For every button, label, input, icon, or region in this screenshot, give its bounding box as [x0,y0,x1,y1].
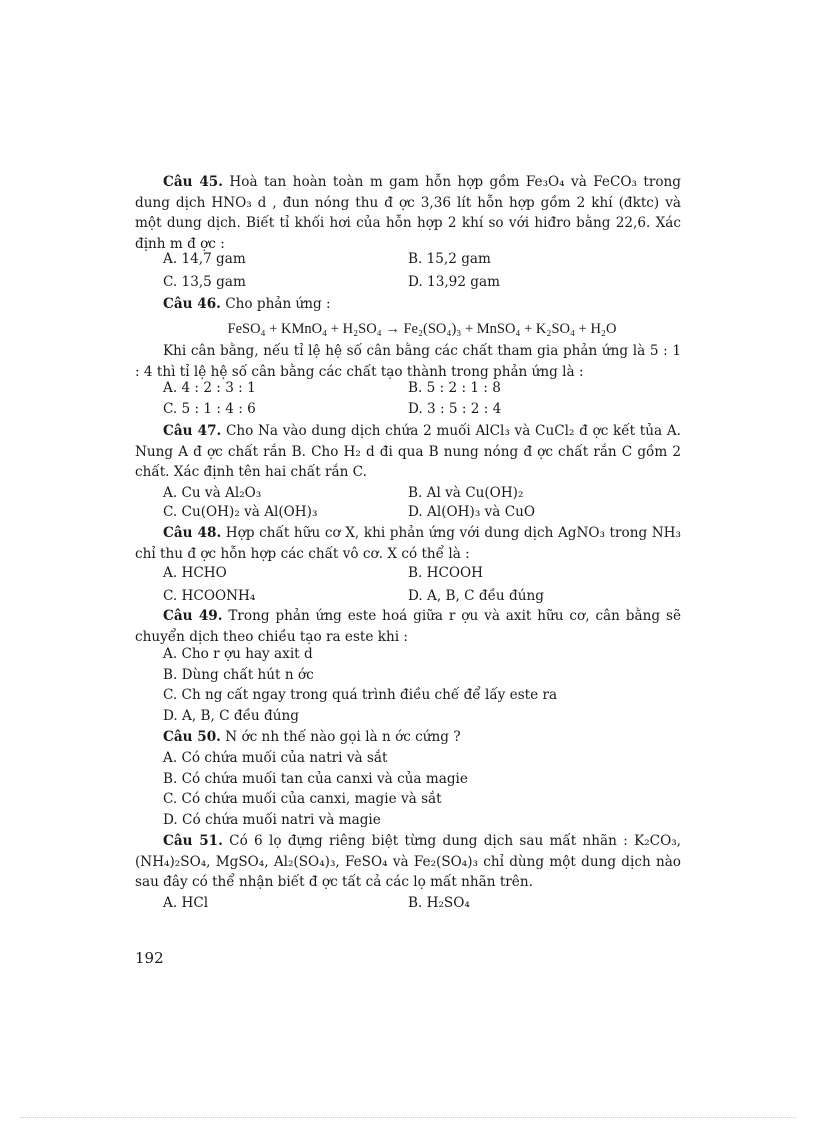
question-50 [135,727,681,748]
option-a: A. Cu và Al₂O₃ [163,485,262,501]
option-a: A. Có chứa muối của natri và sắt [163,750,388,766]
question-text: Có 6 lọ đựng riêng biệt từng dung dịch sau mất nhãn : K₂CO₃, (NH₄)₂SO₄, MgSO₄, Al₂(SO₄)₃, FeSO₄ và Fe₂(SO₄)₃ chỉ dùng một dung dịch nào sau đây có thể nhận biết đ ợc tất cả các lọ mất nhãn trên. [135,833,681,890]
option-d: D. Có chứa muối natri và magie [163,812,381,828]
option-b: B. Có chứa muối tan của canxi và của magie [163,771,468,787]
option-a: A. HCHO [163,565,227,581]
question-label: Câu 46. [163,296,221,312]
question-label: Câu 49. [163,608,223,624]
option-d: D. A, B, C đều đúng [163,708,299,724]
question-paragraph: Khi cân bằng, nếu tỉ lệ hệ số cân bằng các chất tham gia phản ứng là 5 : 1 : 4 thì tỉ lệ hệ số cân bằng các chất tạo thành trong phản ứng là : [135,343,681,380]
option-b: B. Dùng chất hút n ớc [163,667,314,683]
option-c: C. Ch ng cất ngay trong quá trình điều chế để lấy este ra [163,687,558,703]
option-b: B. HCOOH [408,565,484,581]
question-46 [135,294,681,315]
question-label: Câu 45. [163,174,223,190]
option-d: D. 3 : 5 : 2 : 4 [408,401,502,417]
option-a: A. 14,7 gam [163,251,246,267]
bottom-dotted-rule [20,1117,796,1118]
option-a: A. 4 : 2 : 3 : 1 [163,380,256,396]
question-text: N ớc nh thế nào gọi là n ớc cứng ? [220,729,461,745]
option-c: C. Có chứa muối của canxi, magie và sắt [163,791,442,807]
question-text: Cho Na vào dung dịch chứa 2 muối AlCl₃ và CuCl₂ đ ợc kết tủa A. Nung A đ ợc chất rắn B. Cho H₂ d đi qua B nung nóng đ ợc chất rắn C gồm 2 chất. Xác định tên hai chất rắn C. [135,423,681,480]
option-b: B. 5 : 2 : 1 : 8 [408,380,501,396]
option-d: D. 13,92 gam [408,274,500,290]
question-51 [135,831,681,893]
option-d: D. Al(OH)₃ và CuO [408,504,536,520]
option-b: B. 15,2 gam [408,251,491,267]
question-label: Câu 51. [163,833,223,849]
option-a: A. HCl [163,895,209,911]
question-text: Cho phản ứng : [220,296,331,312]
question-text: Trong phản ứng este hoá giữa r ợu và axit hữu cơ, cân bằng sẽ chuyển dịch theo chiều tạo ra este khi : [135,608,681,645]
question-47 [135,421,681,483]
option-b: B. H₂SO₄ [408,895,470,911]
option-a: A. Cho r ợu hay axit d [163,646,313,662]
question-label: Câu 48. [163,525,222,541]
question-48 [135,523,681,564]
question-text: Hợp chất hữu cơ X, khi phản ứng với dung dịch AgNO₃ trong NH₃ chỉ thu đ ợc hỗn hợp các chất vô cơ. X có thể là : [135,525,681,562]
option-c: C. 5 : 1 : 4 : 6 [163,401,256,417]
option-c: C. 13,5 gam [163,274,246,290]
option-b: B. Al và Cu(OH)₂ [408,485,524,501]
question-49 [135,606,681,647]
reaction-equation: FeSO₄ + KMnO₄ + H₂SO₄ → Fe₂(SO₄)₃ + MnSO₄ + K₂SO₄ + H₂O [227,321,617,337]
question-text: Hoà tan hoàn toàn m gam hỗn hợp gồm Fe₃O₄ và FeCO₃ trong dung dịch HNO₃ d , đun nóng thu đ ợc 3,36 lít hỗn hợp gồm 2 khí (đktc) và một dung dịch. Biết tỉ khối hơi của hỗn hợp 2 khí so với hiđro bằng 22,6. Xác định m đ ợc : [135,174,681,252]
option-d: D. A, B, C đều đúng [408,588,544,604]
option-c: C. Cu(OH)₂ và Al(OH)₃ [163,504,318,520]
option-c: C. HCOONH₄ [163,588,256,604]
page-number: 192 [135,949,164,967]
question-45 [135,172,681,254]
question-label: Câu 47. [163,423,222,439]
question-label: Câu 50. [163,729,221,745]
